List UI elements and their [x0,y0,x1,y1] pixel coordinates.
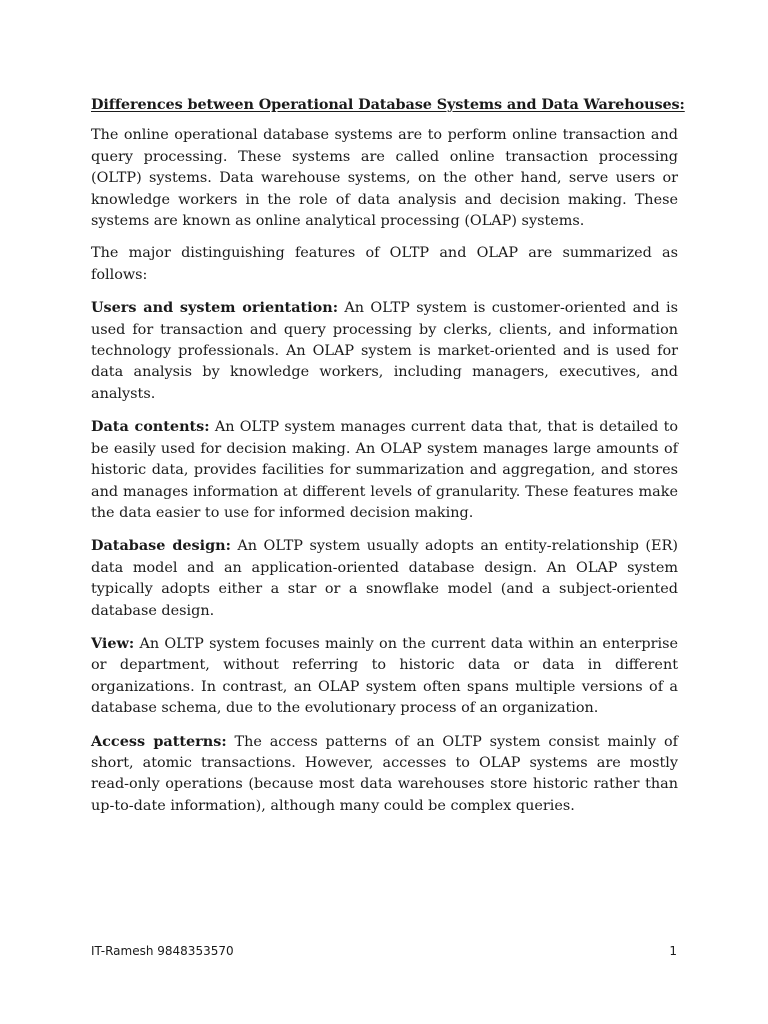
summary-lead-paragraph: The major distinguishing features of OLTP and OLAP are summarized as follows: [91,245,678,283]
section-term: Access patterns: [91,732,227,750]
section-text: An OLTP system usually adopts an entity-relationship (ER) data model and an application-oriented database design. An OLAP system typically adopts either a star or a snowflake model (and a subject-oriented database design. [91,538,678,619]
section-term: Data contents: [91,418,210,436]
section-text: The access patterns of an OLTP system consist mainly of short, atomic transactions. However, accesses to OLAP systems are mostly read-only operations (because most data warehouses store historic rather than up-to-date information), although many could be complex queries. [91,733,678,814]
section-term: Users and system orientation: [91,299,339,317]
footer-author: IT-Ramesh 9848353570 [91,944,234,958]
section-access-patterns [91,731,678,818]
section-text: An OLTP system manages current data that, that is detailed to be easily used for decision making. An OLAP system manages large amounts of historic data, provides facilities for summarization and aggregation, and stores and manages information at different levels of granularity. These features make the data easier to use for informed decision making. [91,419,679,521]
section-term: View: [91,634,135,652]
section-text: An OLTP system is customer-oriented and is used for transaction and query processing by clerks, clients, and information technology professionals. An OLAP system is market-oriented and is used for data analysis by knowledge workers, including managers, executives, and analysts. [91,300,678,402]
document-body [91,94,685,828]
intro-paragraph: The online operational database systems are to perform online transaction and query processing. These systems are called online transaction processing (OLTP) systems. Data warehouse systems, on the other hand, serve users or knowledge workers in the role of data analysis and decision making. These systems are known as online analytical processing (OLAP) systems. [91,127,678,230]
section-term: Database design: [91,537,231,555]
footer-page-number: 1 [669,944,677,958]
section-data-contents [91,416,678,524]
section-users-orientation [91,297,678,405]
section-database-design [91,535,678,622]
section-text: An OLTP system focuses mainly on the current data within an enterprise or department, without referring to historic data or data in different organizations. In contrast, an OLAP system often spans multiple versions of a database schema, due to the evolutionary process of an organization. [91,635,678,717]
section-view [91,633,678,720]
document-title: Differences between Operational Database Systems and Data Warehouses: [91,96,685,113]
